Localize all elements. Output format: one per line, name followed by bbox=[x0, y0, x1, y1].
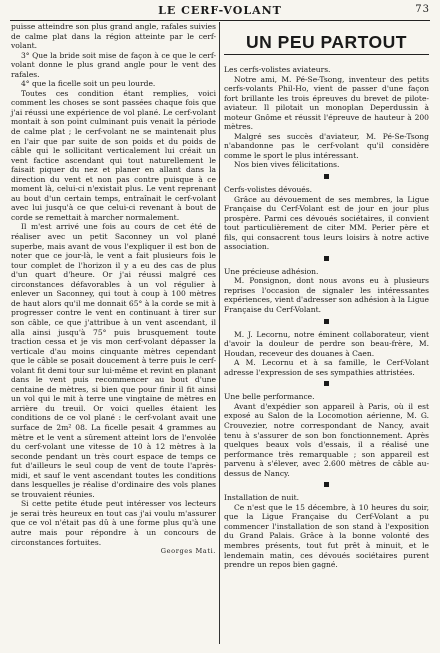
section-title: UN PEU PARTOUT bbox=[246, 32, 407, 52]
section-separator bbox=[224, 173, 429, 183]
paragraph: Notre ami, M. Pé-Se-Tsong, inventeur des petits cerfs-volants Phil-Ho, vient de passer d'une façon fort brillante les trois épreuves du brevet de pilote-aviateur. Il pilotait un monoplan Deperdussin à moteur Gnôme et réussit l'épreuve de hauteur à 200 mètres. bbox=[224, 74, 429, 132]
section-separator bbox=[224, 255, 429, 265]
item-heading: Installation de nuit. bbox=[224, 493, 300, 503]
paragraph: Malgré ses succès d'aviateur, M. Pé-Se-Tsong n'abandonne pas le cerf-volant qu'il considère comme le sport le plus intéressant. bbox=[224, 131, 429, 160]
paragraph: 4° que la ficelle soit un peu lourde. bbox=[21, 79, 156, 89]
column-divider bbox=[219, 22, 220, 644]
item-heading: Une belle performance. bbox=[224, 392, 315, 402]
paragraph: Ce n'est que le 15 décembre, à 10 heures du soir, que la Ligue Française du Cerf-Volant a pu commencer l'installation de son stand à l'exposition du Grand Palais. Grâce à la bonne volonté des membres présents, tout fut prêt à minuit, et le lendemain matin, ces dévoués sociétaires purent prendre un repos bien gagné. bbox=[224, 502, 429, 570]
page-header bbox=[10, 4, 430, 18]
paragraph: puisse atteindre son plus grand angle, rafales suivies de calme plat dans la région atteinte par le cerf-volant. bbox=[11, 22, 216, 51]
paragraph: Nos bien vives félicitations. bbox=[234, 160, 340, 170]
paragraph: Avant d'expédier son appareil à Paris, où il est exposé au Salon de la Locomotion aérienne, M. G. Crouvezier, notre correspondant de Nancy, avait tenu à s'assurer de son bon fonctionnement. Après quelques beaux vols d'essais, il a réalisé une performance très remarquable ; son appareil est parvenu à s'élever, avec 2.600 mètres de câble au-dessus de Nancy. bbox=[224, 401, 429, 478]
left-column bbox=[11, 22, 216, 557]
paragraph: A M. Lecornu et à sa famille, le Cerf-Volant adresse l'expression de ses sympathies attristées. bbox=[224, 358, 429, 377]
section-separator bbox=[224, 318, 429, 328]
paragraph: Grâce au dévouement de ses membres, la Ligue Française du Cerf-Volant est de jour en jour plus prospère. Parmi ces dévoués sociétaires, il convient tout particulièrement de citer MM. Perier père et fils, qui consacrent tous leurs loisirs à notre active association. bbox=[224, 194, 429, 252]
header-rule bbox=[10, 20, 430, 21]
item-heading: Cerfs-volistes dévoués. bbox=[224, 185, 313, 195]
paragraph: Toutes ces condition étant remplies, voici comment les choses se sont passées chaque fois que j'ai réussi une expérience de vol plané. Le cerf-volant montait à son point culminant puis venait la période de calme plat ; le cerf-volant ne se maintenait plus en l'air que par suite de son poids et du poids de câble qui le sollicitant verticalement lui créait un vent factice ascendant qui tout naturellement le faisait piquer du nez et planer en allant dans la direction du vent et non pas contre puisque à ce moment là, celui-ci n'existait plus. Le vent reprenant au bout d'un certain temps, entraînait le cerf-volant avec lui jusqu'à ce que celui-ci revenant à bout de corde se remettait à marcher normalement. bbox=[11, 88, 216, 222]
paragraph: Si cette petite étude peut intéresser vos lecteurs je serai très heureux en tout cas j'ai voulu m'assurer que ce vol n'était pas dû à une forme plus qu'à une autre mais pour répondre à un concours de circonstances fortuites. bbox=[11, 499, 216, 547]
item-heading: Les cerfs-volistes aviateurs. bbox=[224, 65, 331, 74]
paragraph: Il m'est arrivé une fois au cours de cet été de réaliser avec un petit Saconney un vol plané superbe, mais avant de vous l'expliquer il est bon de noter que ce jour-là, le vent a fait plusieurs fois le tour complet de l'horizon il y a eu des cas de plus d'un quart d'heure. Or j'ai réussi malgré ces circonstances défavorables à un vol régulier à enlever un Saconney, qui tout à coup à 100 mètres de haut alors qu'il me donnait 65° à la corde se mit à progresser contre le vent en continuant à tirer sur son câble, ce que j'attribue à un vent ascendant, il alla ainsi jusqu'à 75° puis brusquement toute traction cessa et je vis mon cerf-volant dépasser la verticale d'au moins cinquante mètres cependant que le câble se posait doucement à terre puis le cerf-volant fit demi tour sur lui-même et revint en planant dans le vent puis recommencer au bout d'une centaine de mètres, si bien que pour finir il fit ainsi un vol qui le mit à terre une vingtaine de mètres en arrière du treuil. Or voici quelles étaient les conditions de ce vol plané : le cerf-volant avait une surface de 2m² 08. La ficelle pesait 4 grammes au mètre et le vent a sûrement atteint lors de l'envolée du cerf-volant une vitesse de 10 à 12 mètres à la seconde pendant un très court espace de temps ce fut d'ailleurs le seul coup de vent de toute l'après-midi, et sauf le vent ascendant toutes les conditions dans lesquelles je réalise d'ordinaire des vols planes se trouvaient réunies. bbox=[11, 222, 216, 499]
page-number: 73 bbox=[415, 4, 430, 15]
title-rule bbox=[224, 54, 429, 55]
right-column bbox=[224, 22, 429, 570]
item-heading: Une précieuse adhésion. bbox=[224, 266, 319, 276]
paragraph: M. J. Lecornu, notre éminent collaborateur, vient d'avoir la douleur de perdre son beau-frère, M. Houdan, receveur des douanes à Caen. bbox=[224, 329, 429, 358]
journal-title: LE CERF-VOLANT bbox=[158, 4, 282, 17]
signature: Georges Mati. bbox=[160, 547, 216, 556]
section-separator bbox=[224, 380, 429, 390]
section-separator bbox=[224, 481, 429, 491]
paragraph: M. Ponsignon, dont nous avons eu à plusieurs reprises l'occasion de signaler les intéressantes expériences, vient d'adresser son adhésion à la Ligue Française du Cerf-Volant. bbox=[224, 276, 429, 315]
paragraph: 3° Que la bride soit mise de façon à ce que le cerf-volant donne le plus grand angle pour le vent des rafales. bbox=[11, 50, 216, 79]
